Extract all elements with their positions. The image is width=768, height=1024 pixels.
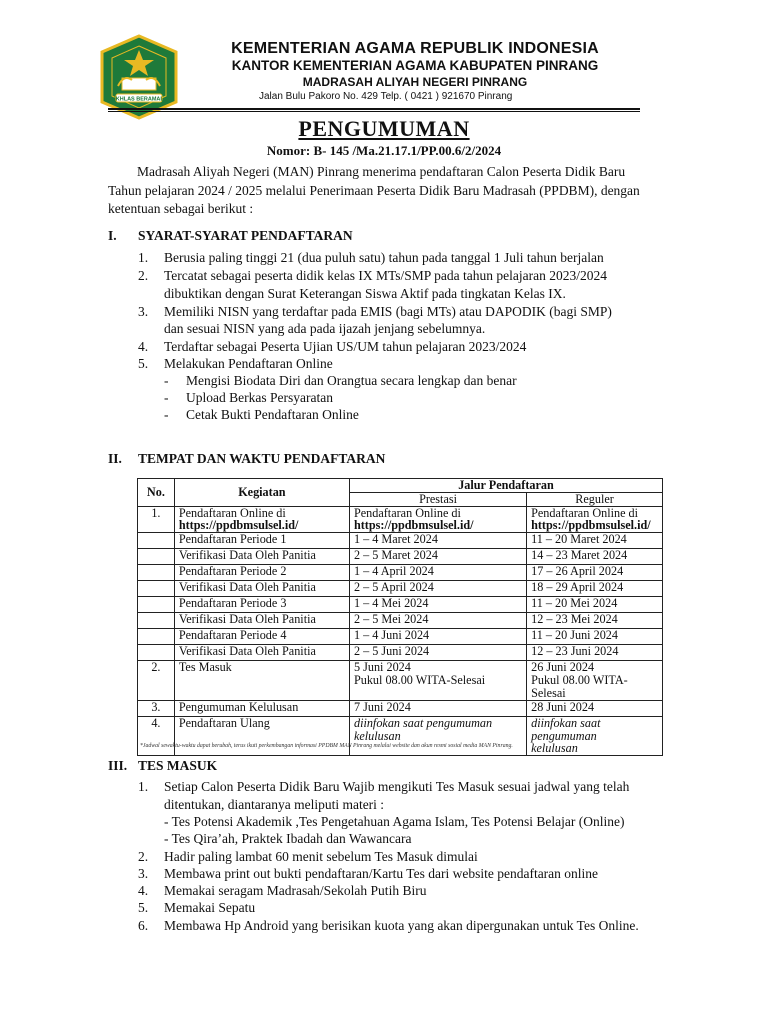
list-item: Berusia paling tinggi 21 (dua puluh satu) tahun pada tanggal 1 Juli tahun berjalan: [164, 250, 604, 265]
cell-reguler: 12 – 23 Juni 2024: [527, 645, 663, 661]
cell-prestasi: 2 – 5 Mei 2024: [349, 613, 526, 629]
cell-kegiatan: Pengumuman Kelulusan: [174, 700, 349, 716]
cell-reguler: Pendaftaran Online di https://ppdbmsulsel.id/: [527, 506, 663, 533]
header-school: MADRASAH ALIYAH NEGERI PINRANG: [302, 75, 528, 89]
cell-kegiatan: Verifikasi Data Oleh Panitia: [174, 549, 349, 565]
cell-no: 1.: [138, 506, 175, 533]
cell-kegiatan: Pendaftaran Periode 2: [174, 565, 349, 581]
list-item: Memakai seragam Madrasah/Sekolah Putih Biru: [164, 883, 427, 898]
table-row: [138, 506, 663, 533]
cell-prestasi: diinfokan saat pengumuman kelulusan: [349, 716, 526, 755]
table-row: [138, 597, 663, 613]
table-row: [138, 581, 663, 597]
col-header-no: No.: [138, 479, 175, 507]
header-divider-thin: [108, 111, 640, 112]
list-number: 3.: [138, 866, 149, 881]
intro-line: ketentuan sebagai berikut :: [108, 201, 254, 216]
section-title: TEMPAT DAN WAKTU PENDAFTARAN: [138, 451, 386, 466]
cell-reguler: diinfokan saat pengumuman kelulusan: [527, 716, 663, 755]
cell-kegiatan: Verifikasi Data Oleh Panitia: [174, 645, 349, 661]
header-address: Jalan Bulu Pakoro No. 429 Telp. ( 0421 ) 921670 Pinrang: [259, 91, 513, 102]
logo-motto: IKHLAS BERAMAL: [114, 96, 164, 103]
sub-item: Cetak Bukti Pendaftaran Online: [186, 407, 359, 422]
materi-item: - Tes Potensi Akademik ,Tes Pengetahuan Agama Islam, Tes Potensi Belajar (Online): [164, 814, 625, 829]
cell-kegiatan: Pendaftaran Ulang: [174, 716, 349, 755]
list-number: 3.: [138, 304, 149, 319]
header-ministry: KEMENTERIAN AGAMA REPUBLIK INDONESIA: [231, 40, 599, 57]
list-number: 5.: [138, 356, 149, 371]
section-number: III.: [108, 758, 128, 773]
document-title: PENGUMUMAN: [298, 116, 470, 141]
cell-kegiatan: Pendaftaran Periode 1: [174, 533, 349, 549]
table-row: [138, 661, 663, 700]
cell-kegiatan: Tes Masuk: [174, 661, 349, 700]
cell-no: 4.: [138, 716, 175, 755]
list-item: Memiliki NISN yang terdaftar pada EMIS (bagi MTs) atau DAPODIK (bagi SMP): [164, 304, 612, 319]
cell-reguler: 26 Juni 2024 Pukul 08.00 WITA-Selesai: [527, 661, 663, 700]
list-item: Melakukan Pendaftaran Online: [164, 356, 333, 371]
cell-kegiatan: Pendaftaran Periode 3: [174, 597, 349, 613]
cell-no: 3.: [138, 700, 175, 716]
document-number: Nomor: B- 145 /Ma.21.17.1/PP.00.6/2/2024: [266, 143, 502, 158]
sub-item: Upload Berkas Persyaratan: [186, 390, 333, 405]
sub-item: Mengisi Biodata Diri dan Orangtua secara lengkap dan benar: [186, 373, 517, 388]
cell-reguler: 11 – 20 Mei 2024: [527, 597, 663, 613]
materi-item: - Tes Qira’ah, Praktek Ibadah dan Wawancara: [164, 831, 412, 846]
header-office: KANTOR KEMENTERIAN AGAMA KABUPATEN PINRANG: [231, 58, 599, 73]
list-number: 1.: [138, 779, 149, 794]
list-item: Setiap Calon Peserta Didik Baru Wajib mengikuti Tes Masuk sesuai jadwal yang telah: [164, 779, 630, 794]
list-number: 6.: [138, 918, 149, 933]
cell-no: 2.: [138, 661, 175, 700]
schedule-table: [137, 478, 663, 756]
list-item: dibuktikan dengan Surat Keterangan Siswa Aktif pada tingkatan Kelas IX.: [164, 286, 566, 301]
cell-kegiatan: Pendaftaran Periode 4: [174, 629, 349, 645]
cell-reguler: 12 – 23 Mei 2024: [527, 613, 663, 629]
cell-reguler: 17 – 26 April 2024: [527, 565, 663, 581]
cell-kegiatan: Verifikasi Data Oleh Panitia: [174, 613, 349, 629]
list-number: 4.: [138, 339, 149, 354]
cell-prestasi: Pendaftaran Online di https://ppdbmsulsel.id/: [349, 506, 526, 533]
cell-reguler: 11 – 20 Juni 2024: [527, 629, 663, 645]
cell-prestasi: 1 – 4 April 2024: [349, 565, 526, 581]
list-item: Memakai Sepatu: [164, 900, 256, 915]
table-row: [138, 565, 663, 581]
cell-prestasi: 1 – 4 Maret 2024: [349, 533, 526, 549]
table-row: [138, 700, 663, 716]
cell-reguler: 14 – 23 Maret 2024: [527, 549, 663, 565]
registration-url: https://ppdbmsulsel.id/: [178, 518, 299, 533]
cell-prestasi: 1 – 4 Juni 2024: [349, 629, 526, 645]
cell-reguler: 11 – 20 Maret 2024: [527, 533, 663, 549]
table-row: [138, 629, 663, 645]
list-item: dan sesuai NISN yang ada pada ijazah jenjang sebelumnya.: [164, 321, 486, 336]
col-header-reguler: Reguler: [527, 492, 663, 506]
list-number: 2.: [138, 849, 149, 864]
cell-prestasi: 5 Juni 2024 Pukul 08.00 WITA-Selesai: [349, 661, 526, 700]
col-header-kegiatan: Kegiatan: [174, 479, 349, 507]
cell-prestasi: 2 – 5 Maret 2024: [349, 549, 526, 565]
list-item: ditentukan, diantaranya meliputi materi :: [164, 797, 385, 812]
intro-line: Tahun pelajaran 2024 / 2025 melalui Penerimaan Peserta Didik Baru Madrasah (PPDBM), dengan: [108, 183, 640, 198]
list-number: 4.: [138, 883, 149, 898]
table-row: [138, 645, 663, 661]
section-number: I.: [108, 228, 117, 243]
cell-prestasi: 2 – 5 April 2024: [349, 581, 526, 597]
list-number: 1.: [138, 250, 149, 265]
col-header-jalur: Jalur Pendaftaran: [349, 479, 662, 493]
cell-prestasi: 7 Juni 2024: [349, 700, 526, 716]
intro-line: Madrasah Aliyah Negeri (MAN) Pinrang menerima pendaftaran Calon Peserta Didik Baru: [137, 164, 626, 179]
section-title: SYARAT-SYARAT PENDAFTARAN: [138, 228, 353, 243]
col-header-prestasi: Prestasi: [349, 492, 526, 506]
cell-prestasi: 2 – 5 Juni 2024: [349, 645, 526, 661]
list-item: Tercatat sebagai peserta didik kelas IX MTs/SMP pada tahun pelajaran 2023/2024: [164, 268, 607, 283]
cell-reguler: 18 – 29 April 2024: [527, 581, 663, 597]
cell-kegiatan: Pendaftaran Online di https://ppdbmsulsel.id/: [174, 506, 349, 533]
table-row: [138, 716, 663, 755]
header-divider: [108, 108, 640, 110]
table-row: [138, 613, 663, 629]
section-number: II.: [108, 451, 122, 466]
list-item: Membawa print out bukti pendaftaran/Kartu Tes dari website pendaftaran online: [164, 866, 599, 881]
cell-reguler: 28 Juni 2024: [527, 700, 663, 716]
list-item: Terdaftar sebagai Peserta Ujian US/UM tahun pelajaran 2023/2024: [164, 339, 527, 354]
cell-kegiatan: Verifikasi Data Oleh Panitia: [174, 581, 349, 597]
table-row: [138, 549, 663, 565]
list-number: 5.: [138, 900, 149, 915]
list-item: Membawa Hp Android yang berisikan kuota yang akan dipergunakan untuk Tes Online.: [164, 918, 639, 933]
cell-prestasi: 1 – 4 Mei 2024: [349, 597, 526, 613]
schedule-note: *Jadwal sewaktu-waktu dapat berubah, terus ikuti perkembangan informasi PPDBM MAN Pinrang melalui website dan akun resmi sosial media MAN Pinrang.: [140, 743, 513, 749]
list-number: 2.: [138, 268, 149, 283]
section-title: TES MASUK: [138, 758, 218, 773]
table-row: [138, 533, 663, 549]
list-item: Hadir paling lambat 60 menit sebelum Tes Masuk dimulai: [164, 849, 478, 864]
